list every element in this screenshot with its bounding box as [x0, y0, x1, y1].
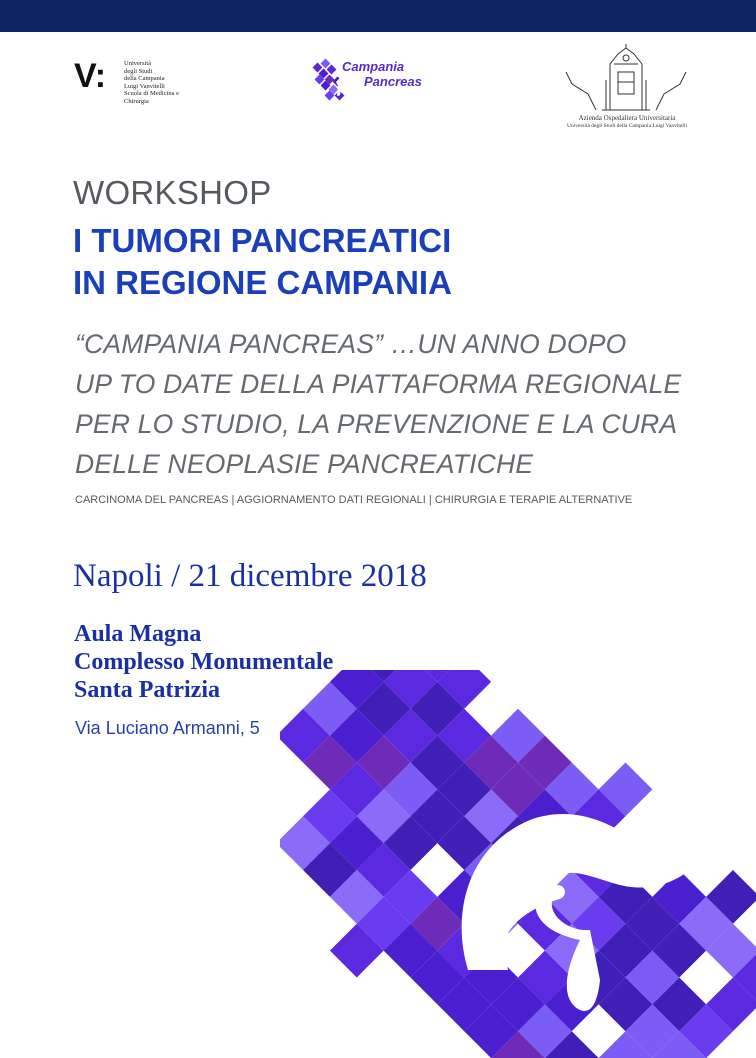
subtitle	[75, 324, 745, 484]
subtitle-line1: “CAMPANIA PANCREAS” …UN ANNO DOPO	[75, 329, 627, 359]
page-title	[73, 220, 452, 304]
venue-line2: Complesso Monumentale	[74, 649, 334, 675]
university-logo	[74, 58, 204, 118]
venue-line1: Aula Magna	[74, 621, 202, 647]
venue-line3: Santa Patrizia	[74, 677, 220, 703]
university-logo-mark: V:	[74, 57, 107, 95]
subtitle-line2: UP TO DATE DELLA PIATTAFORMA REGIONALE	[75, 369, 682, 399]
hospital-building-icon	[562, 44, 692, 114]
hospital-logo-subcaption: Università degli Studi della Campania Luigi Vanvitelli	[567, 123, 687, 129]
event-date: Napoli / 21 dicembre 2018	[73, 558, 427, 594]
campania-pancreas-logo	[312, 56, 452, 106]
university-logo-text: Università degli Studi della Campania Luigi Vanvitelli Scuola di Medicina e Chirurgia	[124, 60, 180, 105]
hospital-logo	[562, 44, 692, 136]
page-title-line2: IN REGIONE CAMPANIA	[73, 264, 452, 301]
page-title-line1: I TUMORI PANCREATICI	[73, 222, 452, 259]
workshop-kicker: WORKSHOP	[73, 174, 272, 211]
pancreas-mosaic-graphic	[280, 670, 756, 1058]
subtitle-line3: PER LO STUDIO, LA PREVENZIONE E LA CURA	[75, 409, 678, 439]
subtitle-line4: DELLE NEOPLASIE PANCREATICHE	[75, 449, 534, 479]
venue-address: Via Luciano Armanni, 5	[75, 718, 260, 738]
topic-tags: CARCINOMA DEL PANCREAS | AGGIORNAMENTO DATI REGIONALI | CHIRURGIA E TERAPIE ALTERNATIVE	[75, 494, 633, 506]
hospital-logo-caption: Azienda Ospedaliera Universitaria	[578, 114, 676, 122]
event-logo-line1: Campania	[342, 59, 405, 74]
event-logo-line2: Pancreas	[364, 74, 422, 89]
top-bar	[0, 0, 756, 32]
